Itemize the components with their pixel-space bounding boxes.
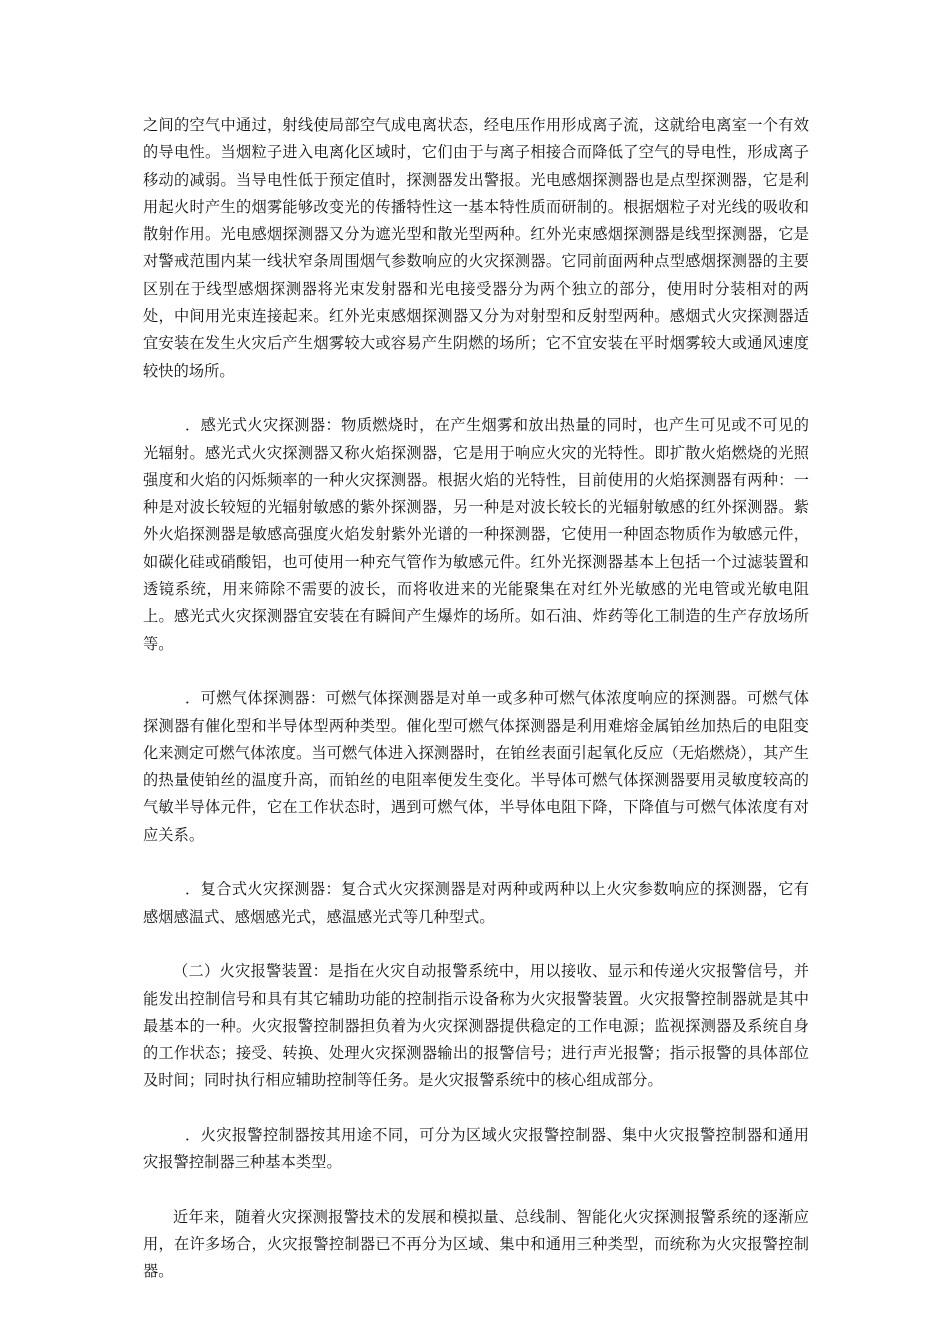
paragraph-ionization-photoelectric-smoke-detectors: 之间的空气中通过，射线使局部空气成电离状态，经电压作用形成离子流，这就给电离室一个有效的导电性。当烟粒子进入电离化区域时，它们由于与离子相接合而降低了空气的导电性，形成离子移动的减弱。当导电性低于预定值时，探测器发出警报。光电感烟探测器也是点型探测器，它是利用起火时产生的烟雾能够改变光的传播特性这一基本特性质而研制的。根据烟粒子对光线的吸收和散射作用。光电感烟探测器又分为遮光型和散光型两种。红外光束感烟探测器是线型探测器，它是对警戒范围内某一线状窄条周围烟气参数响应的火灾探测器。它同前面两种点型感烟探测器的主要区别在于线型感烟探测器将光束发射器和光电接受器分为两个独立的部分，使用时分装相对的两处，中间用光束连接起来。红外光束感烟探测器又分为对射型和反射型两种。感烟式火灾探测器适宜安装在发生火灾后产生烟雾较大或容易产生阴燃的场所；它不宜安装在平时烟雾较大或通风速度较快的场所。: [143, 116, 809, 380]
paragraph-photosensitive-fire-detector: ．感光式火灾探测器：物质燃烧时，在产生烟雾和放出热量的同时，也产生可见或不可见的光辐射。感光式火灾探测器又称火焰探测器，它是用于响应火灾的光特性。即扩散火焰燃烧的光照强度和火焰的闪烁频率的一种火灾探测器。根据火焰的光特性，目前使用的火焰探测器有两种：一种是对波长较短的光辐射敏感的紫外探测器，另一种是对波长较长的光辐射敏感的红外探测器。紫外火焰探测器是敏感高强度火焰发射紫外光谱的一种探测器，它使用一种固态物质作为敏感元件，如碳化硅或硝酸铝，也可使用一种充气管作为敏感元件。红外光探测器基本上包括一个过滤装置和透镜系统，用来筛除不需要的波长，而将收进来的光能聚集在对红外光敏感的光电管或光敏电阻上。感光式火灾探测器宜安装在有瞬间产生爆炸的场所。如石油、炸药等化工制造的生产存放场所等。: [143, 416, 809, 653]
document-body: [143, 112, 809, 1313]
paragraph-fire-alarm-device: （二）火灾报警装置：是指在火灾自动报警系统中，用以接收、显示和传递火灾报警信号，并能发出控制信号和具有其它辅助功能的控制指示设备称为火灾报警装置。火灾报警控制器就是其中最基本的一种。火灾报警控制器担负着为火灾探测器提供稳定的工作电源；监视探测器及系统自身的工作状态；接受、转换、处理火灾探测器输出的报警信号；进行声光报警；指示报警的具体部位及时间；同时执行相应辅助控制等任务。是火灾报警系统中的核心组成部分。: [143, 962, 809, 1090]
paragraph-fire-alarm-controller-types: ．火灾报警控制器按其用途不同，可分为区域火灾报警控制器、集中火灾报警控制器和通用灾报警控制器三种基本类型。: [143, 1125, 809, 1172]
paragraph-combustible-gas-detector: ．可燃气体探测器：可燃气体探测器是对单一或多种可燃气体浓度响应的探测器。可燃气体探测器有催化型和半导体型两种类型。催化型可燃气体探测器是利用难熔金属铂丝加热后的电阻变化来测定可燃气体浓度。当可燃气体进入探测器时，在铂丝表面引起氧化反应（无焰燃烧），其产生的热量使铂丝的温度升高，而铂丝的电阻率便发生变化。半导体可燃气体探测器要用灵敏度较高的气敏半导体元件，它在工作状态时，遇到可燃气体，半导体电阻下降，下降值与可燃气体浓度有对应关系。: [143, 689, 809, 844]
paragraph-recent-developments: 近年来，随着火灾探测报警技术的发展和模拟量、总线制、智能化火灾探测报警系统的逐渐应用，在许多场合，火灾报警控制器已不再分为区域、集中和通用三种类型，而统称为火灾报警控制器。: [143, 1207, 809, 1281]
paragraph-composite-fire-detector: ．复合式火灾探测器：复合式火灾探测器是对两种或两种以上火灾参数响应的探测器，它有感烟感温式、感烟感光式，感温感光式等几种型式。: [143, 880, 809, 926]
